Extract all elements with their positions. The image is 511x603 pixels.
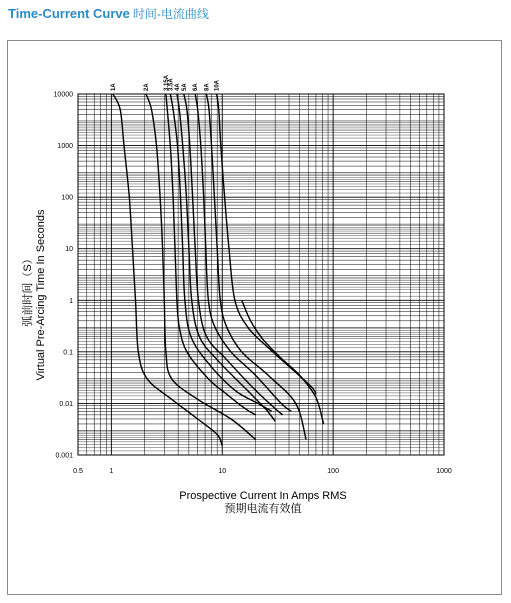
- x-axis-label: Prospective Current In Amps RMS: [179, 490, 347, 502]
- series-label-1a: 1A: [110, 83, 117, 91]
- y-axis-label: Virtual Pre-Arcing Time In Seconds: [35, 209, 47, 381]
- x-tick-label: 100: [327, 468, 339, 475]
- y-tick-label: 1000: [57, 143, 73, 151]
- y-tick-label: 0.001: [55, 452, 73, 460]
- series-label-3-15a: 3.15A: [163, 74, 170, 91]
- x-tick-label: 10: [218, 468, 227, 475]
- x-tick-label: 1000: [436, 468, 452, 475]
- x-tick-label: 1: [109, 468, 114, 475]
- chart-curves: [113, 94, 324, 446]
- x-axis-label-zh: 预期电流有效值: [224, 503, 302, 515]
- y-tick-label: 100: [61, 194, 73, 202]
- chart-grid: [78, 94, 444, 455]
- series-label-4a: 4A: [174, 83, 181, 91]
- curve-10a: [217, 94, 316, 394]
- y-tick-label: 1: [69, 297, 73, 305]
- y-tick-label: 0.1: [63, 349, 73, 357]
- series-label-6a: 6A: [193, 83, 200, 91]
- series-label-8a: 8A: [204, 83, 211, 91]
- series-label-10a: 10A: [214, 79, 221, 91]
- curve-1a: [113, 94, 223, 446]
- heading-title-zh: 时间-电流曲线: [132, 7, 209, 21]
- x-tick-labels: [73, 468, 452, 475]
- x-tick-label: 0.5: [73, 468, 83, 475]
- series-labels: [111, 74, 221, 91]
- series-label-5a: 5A: [181, 83, 188, 91]
- y-tick-labels: [54, 92, 74, 460]
- y-tick-label: 10: [65, 246, 73, 254]
- series-label-2a: 2A: [143, 83, 150, 91]
- y-tick-label: 0.01: [59, 400, 73, 408]
- heading-title-en: Time-Current Curve: [8, 6, 130, 21]
- series-label-3-5a: 3.5A: [168, 78, 175, 91]
- y-axis-label-zh: 弧前时间（S）: [22, 253, 34, 327]
- curve-5a: [184, 94, 283, 415]
- y-tick-label: 10000: [53, 91, 73, 99]
